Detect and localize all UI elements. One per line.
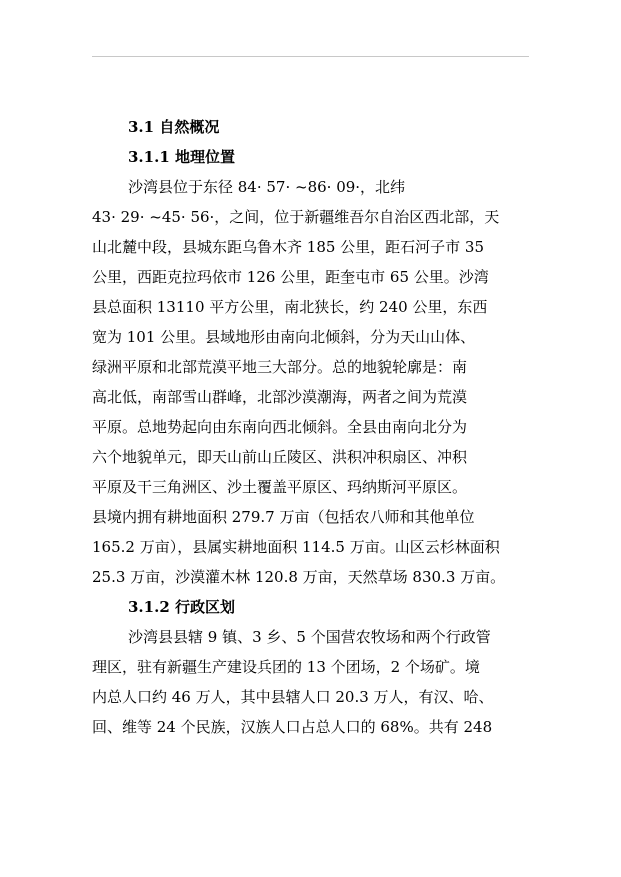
paragraph-line: 回、维等 24 个民族，汉族人口占总人口的 68%。共有 248 — [92, 718, 493, 736]
paragraph-line: 内总人口约 46 万人，其中县辖人口 20.3 万人，有汉、哈、 — [92, 688, 494, 706]
paragraph-line: 25.3 万亩，沙漠灌木林 120.8 万亩，天然草场 830.3 万亩。 — [92, 568, 506, 586]
subsection-heading-geo: 3.1.1 地理位置 — [128, 148, 235, 166]
paragraph-line: 县总面积 13110 平方公里，南北狭长，约 240 公里，东西 — [92, 298, 488, 316]
section-heading: 3.1 自然概况 — [128, 118, 220, 136]
document-body — [92, 112, 529, 742]
paragraph-line: 165.2 万亩），县属实耕地面积 114.5 万亩。山区云杉林面积 — [92, 538, 500, 556]
paragraph-geo — [92, 172, 529, 592]
paragraph-line: 绿洲平原和北部荒漠平地三大部分。总的地貌轮廓是：南 — [92, 358, 468, 376]
paragraph-line: 六个地貌单元，即天山前山丘陵区、洪积冲积扇区、冲积 — [92, 448, 468, 466]
paragraph-line: 公里，西距克拉玛依市 126 公里，距奎屯市 65 公里。沙湾 — [92, 268, 489, 286]
subsection-heading-admin: 3.1.2 行政区划 — [128, 598, 235, 616]
paragraph-line: 平原。总地势起向由东南向西北倾斜。全县由南向北分为 — [92, 418, 468, 436]
paragraph-line: 沙湾县位于东径 84· 57· ~86· 09·，北纬 — [128, 178, 406, 196]
paragraph-line: 理区，驻有新疆生产建设兵团的 13 个团场，2 个场矿。境 — [92, 658, 480, 676]
paragraph-line: 山北麓中段，县城东距乌鲁木齐 185 公里，距石河子市 35 — [92, 238, 485, 256]
paragraph-admin — [92, 622, 529, 742]
paragraph-line: 县境内拥有耕地面积 279.7 万亩（包括农八师和其他单位 — [92, 508, 475, 526]
header-rule — [92, 56, 529, 57]
paragraph-line: 高北低，南部雪山群峰，北部沙漠潮海，两者之间为荒漠 — [92, 388, 468, 406]
paragraph-line: 宽为 101 公里。县域地形由南向北倾斜，分为天山山体、 — [92, 328, 476, 346]
paragraph-line: 沙湾县县辖 9 镇、3 乡、5 个国营农牧场和两个行政管 — [128, 628, 491, 646]
paragraph-line: 平原及干三角洲区、沙土覆盖平原区、玛纳斯河平原区。 — [92, 478, 468, 496]
paragraph-line: 43· 29· ~45· 56·，之间，位于新疆维吾尔自治区西北部，天 — [92, 208, 500, 226]
